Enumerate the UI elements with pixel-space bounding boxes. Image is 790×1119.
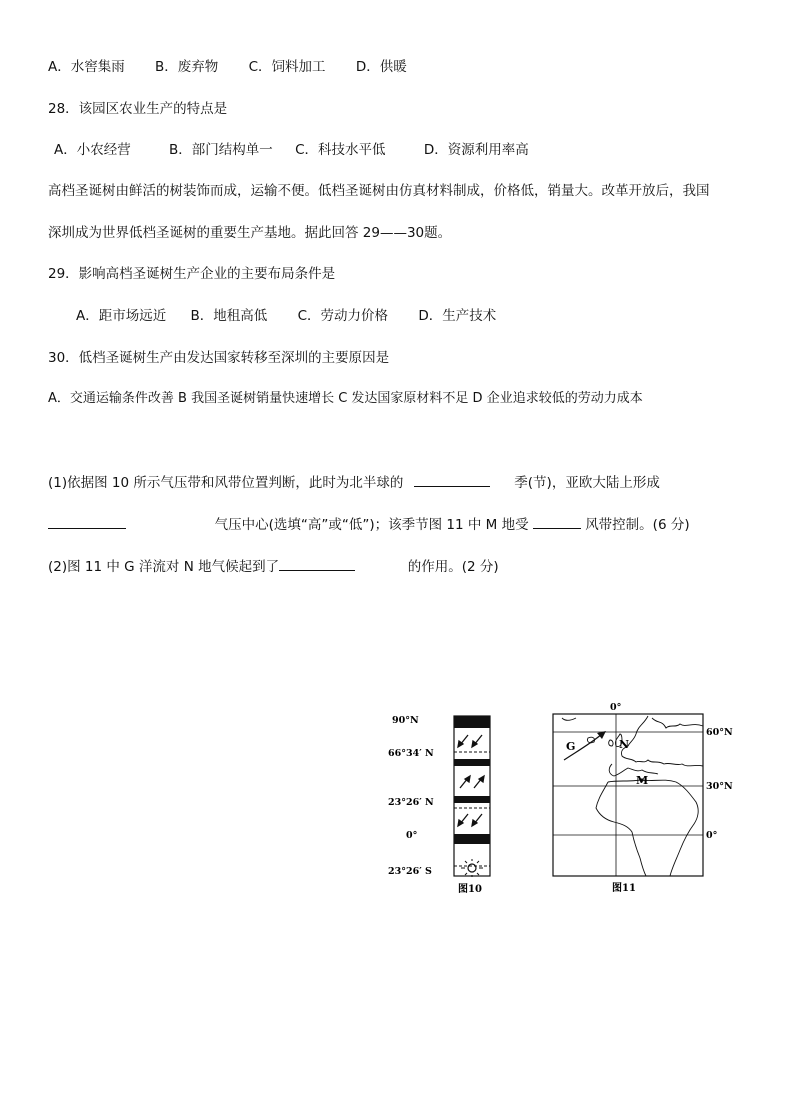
- q29-option-b: B．地租高低: [190, 308, 268, 324]
- q28-option-c: C．科技水平低: [295, 142, 386, 158]
- sub2-text-b: 的作用。(2 分): [407, 559, 499, 575]
- figure-11: [548, 698, 743, 898]
- q29-option-a: A．距市场远近: [76, 308, 167, 324]
- label-g: G: [566, 740, 576, 753]
- sub1-blank-windbelt[interactable]: [533, 514, 581, 529]
- fig11-caption: 图11: [612, 883, 636, 894]
- sub2-line: [48, 556, 499, 577]
- fig10-lat-0: 0°: [406, 830, 418, 841]
- q28-option-b: B．部门结构单一: [169, 142, 273, 158]
- q30-stem: 30．低档圣诞树生产由发达国家转移至深圳的主要原因是: [48, 350, 390, 366]
- sub2-text-a: (2)图 11 中 G 洋流对 N 地气候起到了: [48, 559, 280, 575]
- fig10-lat-6634n: 66°34′ N: [388, 748, 434, 759]
- sub1-text-c: 气压中心(选填“高”或“低”)；该季节图 11 中 M 地受: [214, 517, 529, 533]
- trade-winds-arrows: [458, 814, 482, 826]
- q27-options: [48, 57, 407, 77]
- q27-option-b: B．废弃物: [155, 59, 219, 75]
- q28-stem: 28．该园区农业生产的特点是: [48, 101, 228, 117]
- sub1-line-2: [48, 514, 690, 535]
- figure-10-diagram: [386, 708, 498, 898]
- coastline: [562, 716, 703, 876]
- q29-stem: 29．影响高档圣诞树生产企业的主要布局条件是: [48, 266, 336, 282]
- sub2-blank-effect[interactable]: [279, 556, 355, 571]
- polar-easterlies-arrows: [458, 735, 482, 747]
- sub1-blank-season[interactable]: [414, 472, 490, 487]
- q30-options: A．交通运输条件改善 B 我国圣诞树销量快速增长 C 发达国家原材料不足 D 企业追求较低的劳动力成本: [48, 391, 643, 406]
- figure-11-map: [548, 698, 743, 898]
- q29-option-d: D．生产技术: [418, 308, 497, 324]
- fig11-lat-0: 0°: [706, 830, 718, 841]
- fig10-lat-90n: 90°N: [392, 715, 419, 726]
- q27-option-a: A．水窖集雨: [48, 59, 125, 75]
- fig10-caption: 图10: [458, 884, 482, 895]
- westerlies-arrows: [460, 776, 484, 788]
- q29-options: [76, 306, 496, 326]
- q28-option-a: A．小农经营: [54, 142, 131, 158]
- sub1-line-1: [48, 472, 660, 493]
- q28-options: [54, 140, 529, 160]
- fig11-lat-30n: 30°N: [706, 781, 733, 792]
- polar-high-band: [454, 716, 490, 728]
- subtropical-high-band: [454, 796, 490, 803]
- q28-option-d: D．资源利用率高: [423, 142, 529, 158]
- subpolar-low-band: [454, 759, 490, 766]
- sub1-blank-pressure[interactable]: [48, 514, 126, 529]
- q29-option-c: C．劳动力价格: [297, 308, 389, 324]
- label-n: N: [619, 738, 630, 751]
- passage-line-2: 深圳成为世界低档圣诞树的重要生产基地。据此回答 29——30题。: [48, 225, 452, 241]
- sub1-text-b: 季(节)，亚欧大陆上形成: [514, 475, 660, 491]
- passage-line-1: 高档圣诞树由鲜活的树装饰而成，运输不便。低档圣诞树由仿真材料制成，价格低，销量大。改革开放后，我国: [48, 183, 710, 199]
- label-m: M: [636, 774, 649, 787]
- figure-10: [386, 708, 498, 898]
- sun-icon: [461, 859, 483, 877]
- fig11-lat-60n: 60°N: [706, 727, 733, 738]
- equatorial-low-band: [454, 834, 490, 844]
- q27-option-d: D．供暖: [355, 59, 407, 75]
- fig10-lat-2326n: 23°26′ N: [388, 797, 434, 808]
- fig10-lat-2326s: 23°26′ S: [388, 866, 432, 877]
- q27-option-c: C．饲料加工: [248, 59, 326, 75]
- sub1-text-a: (1)依据图 10 所示气压带和风带位置判断，此时为北半球的: [48, 475, 404, 491]
- fig11-lon-0: 0°: [610, 702, 622, 713]
- sub1-text-d: 风带控制。(6 分): [585, 517, 690, 533]
